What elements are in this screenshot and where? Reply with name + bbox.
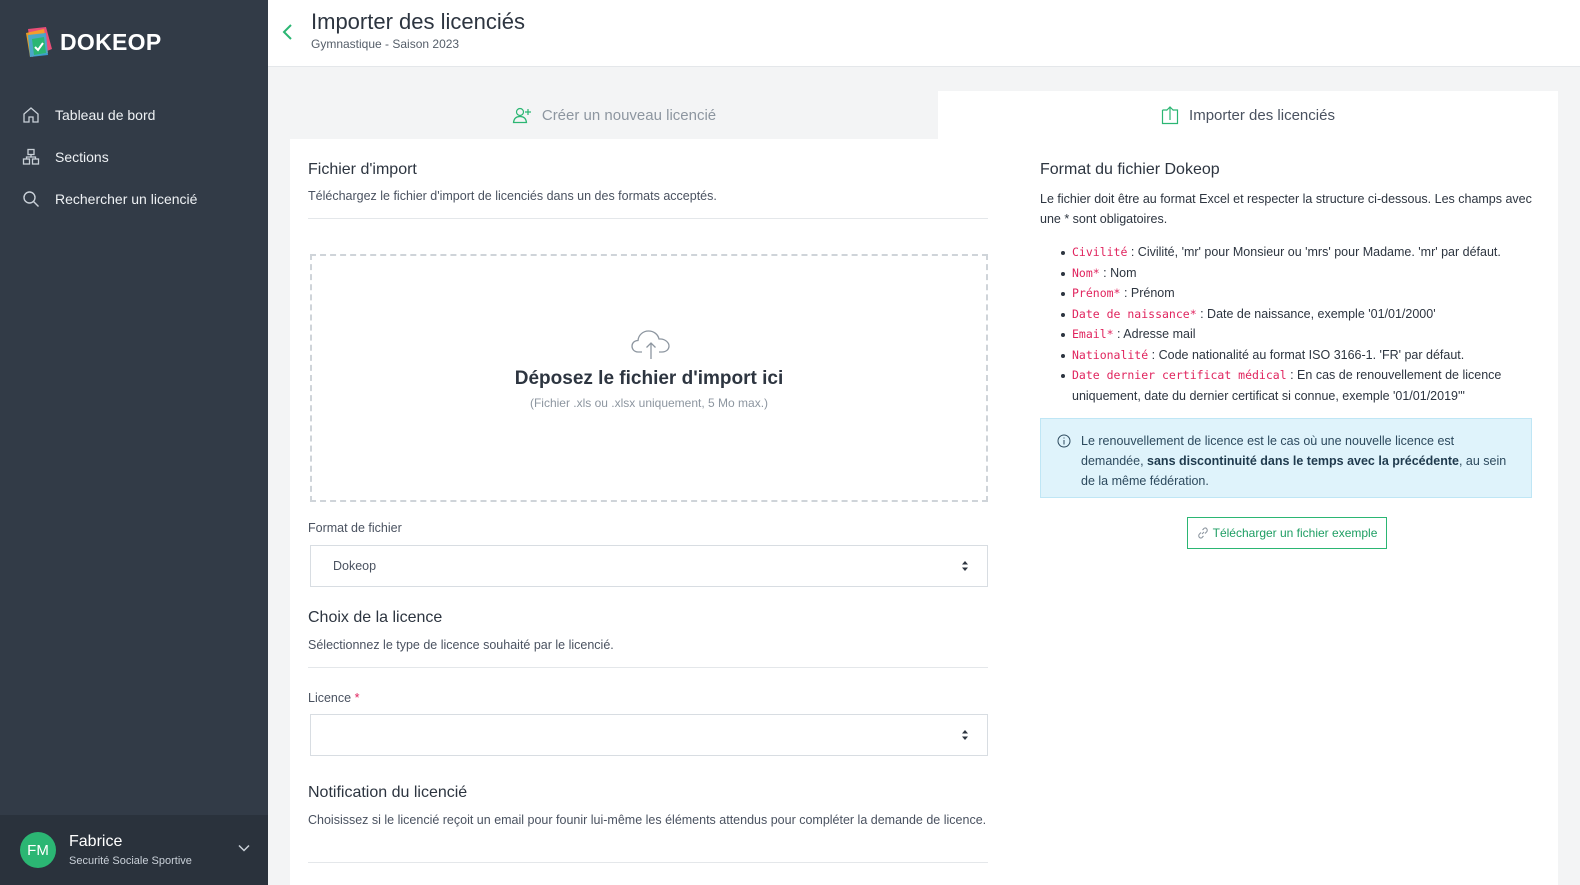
divider [308,667,988,668]
file-dropzone[interactable] [310,254,988,502]
back-arrow-icon[interactable] [280,22,296,42]
format-spec-intro: Le fichier doit être au format Excel et respecter la structure ci-dessous. Les champs avec une * sont obligatoires. [1040,192,1532,226]
file-format-select[interactable] [310,545,988,587]
file-format-label: Format de fichier [308,521,402,535]
field-key: Civilité [1072,245,1128,259]
cloud-upload-icon [630,328,672,360]
field-key: Nom* [1072,265,1100,280]
format-spec-title: Format du fichier Dokeop [1040,161,1220,178]
info-icon [1057,434,1071,448]
field-key: Nationalité [1072,347,1149,362]
download-example-label: Télécharger un fichier exemple [1212,526,1378,540]
notification-section-description: Choisissez si le licencié reçoit un email pour founir lui-même les éléments attendus pour compléter la demande de licence. [308,813,987,827]
add-user-icon [512,106,532,124]
tab-label: Importer des licenciés [1189,106,1335,124]
list-item [1062,304,1532,325]
field-description: : Prénom [1120,286,1175,300]
info-text-before: Le renouvellement de licence est le cas où une nouvelle licence est demandée, [1081,434,1455,468]
list-item [1062,324,1532,345]
info-text-bold: sans discontinuité dans le temps avec la précédente [1147,454,1459,468]
sidebar-item-label: Rechercher un licencié [55,191,198,207]
sidebar [0,0,268,885]
tab-create-licensee[interactable] [290,91,938,139]
download-example-button[interactable] [1187,517,1387,549]
licence-section-title: Choix de la licence [308,609,443,626]
logo-mark-icon [24,25,54,59]
required-mark: * [354,691,360,705]
dropzone-title: Déposez le fichier d'import ici [514,368,784,389]
upload-icon [1161,105,1179,125]
field-description: : Date de naissance, exemple '01/01/2000' [1196,306,1436,321]
list-item [1062,345,1532,366]
field-description: : Adresse mail [1113,327,1196,341]
divider [308,862,988,863]
page-header [268,0,1580,67]
user-organization: Securité Sociale Sportive [69,855,192,867]
sort-arrows-icon [961,559,969,573]
user-name: Fabrice [69,833,123,850]
renewal-info-box [1040,418,1532,498]
sidebar-item-label: Sections [55,149,109,165]
list-item [1062,263,1532,284]
sidebar-item-label: Tableau de bord [55,107,156,123]
page-title: Importer des licenciés [311,9,525,34]
field-description: : Code nationalité au format ISO 3166-1. 'FR' par défaut. [1148,347,1465,362]
link-icon [1197,527,1209,539]
info-text-after: , au sein de la même fédération. [1081,454,1507,488]
sort-arrows-icon [961,728,969,742]
dropzone-hint: (Fichier .xls ou .xlsx uniquement, 5 Mo max.) [529,396,769,410]
notification-section-title: Notification du licencié [308,784,468,801]
licence-label-text: Licence [308,691,352,705]
brand-name: DOKEOP [60,28,162,55]
avatar: FM [20,832,56,868]
format-field-list [1062,242,1532,406]
import-section-title: Fichier d'import [308,161,417,178]
field-key: Email* [1072,327,1114,341]
divider [308,218,988,219]
sidebar-nav [0,94,268,220]
page-subtitle: Gymnastique - Saison 2023 [311,37,460,51]
logo[interactable] [24,25,161,59]
list-item [1062,283,1532,304]
list-item [1062,365,1532,406]
tab-import-licensees[interactable] [938,91,1558,139]
import-panel [290,139,1558,885]
home-icon [22,106,40,124]
search-icon [22,190,40,208]
field-description: : En cas de renouvellement de licence uniquement, date du dernier certificat si connue, exemple '01/01/2019'" [1072,368,1502,403]
import-section-description: Téléchargez le fichier d'import de licenciés dans un des formats acceptés. [308,189,717,203]
licence-select[interactable] [310,714,988,756]
field-key: Date de naissance* [1072,306,1197,321]
sections-icon [22,148,40,166]
user-info [69,833,192,867]
list-item [1062,242,1532,263]
sidebar-item-sections[interactable] [0,136,268,178]
sidebar-item-dashboard[interactable] [0,94,268,136]
sidebar-item-search[interactable] [0,178,268,220]
field-key: Prénom* [1072,286,1121,300]
file-format-value: Dokeop [333,559,377,573]
user-menu[interactable] [0,815,268,885]
chevron-down-icon[interactable] [238,844,250,852]
tab-label: Créer un nouveau licencié [541,106,717,124]
field-description: : Nom [1099,265,1137,280]
field-description: : Civilité, 'mr' pour Monsieur ou 'mrs' pour Madame. 'mr' par défaut. [1127,245,1501,259]
licence-label [308,691,359,705]
licence-section-description: Sélectionnez le type de licence souhaité par le licencié. [308,638,614,652]
field-key: Date dernier certificat médical [1072,368,1287,382]
